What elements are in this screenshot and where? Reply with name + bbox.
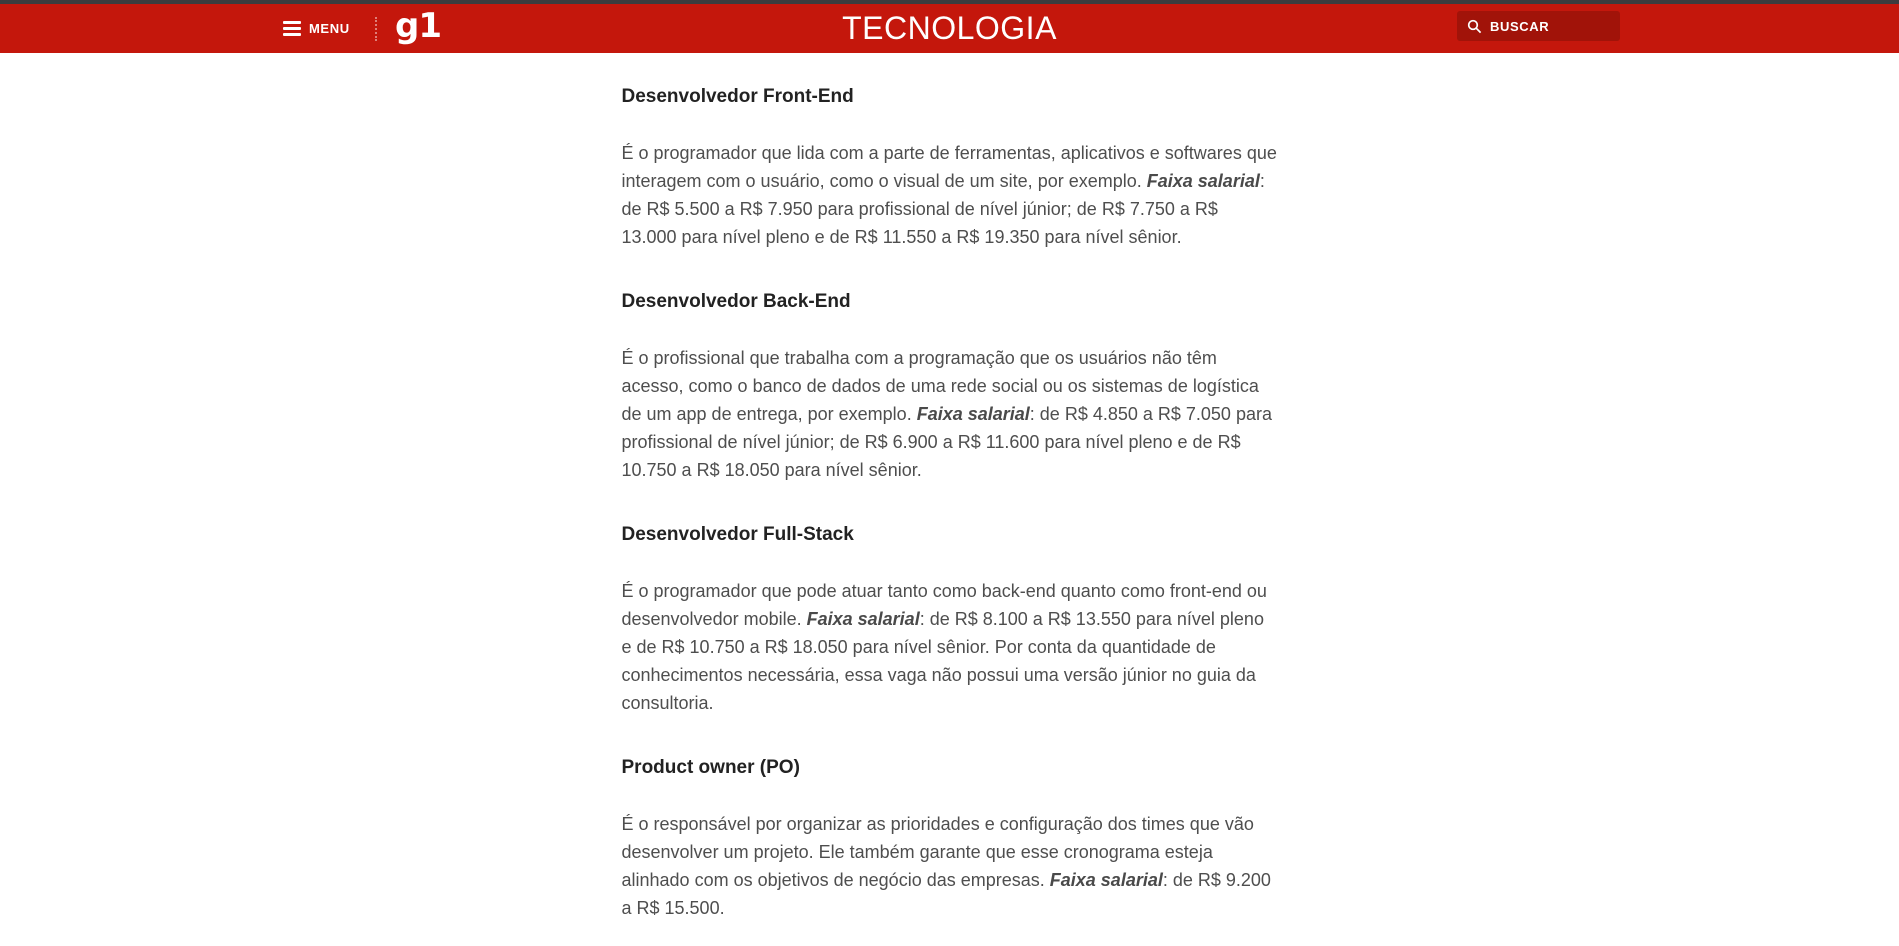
faixa-salarial-emphasis: Faixa salarial — [806, 609, 920, 629]
paragraph-text: É o responsável por organizar as prioridades e configuração dos times que vão desenvolver um projeto. Ele também garante que esse cronograma esteja alinhado com os objetivos de negócio das empresas. — [621, 814, 1254, 890]
section-title[interactable]: TECNOLOGIA — [842, 9, 1057, 46]
article-paragraph — [622, 139, 1278, 251]
article-heading: Desenvolvedor Front-End — [621, 86, 854, 107]
paragraph-text: É o programador que pode atuar tanto como back-end quanto como front-end ou desenvolvedor mobile. — [621, 581, 1267, 629]
paragraph-text: : de R$ 8.100 a R$ 13.550 para nível pleno e de R$ 10.750 a R$ 18.050 para nível sênior. Por conta da quantidade de conhecimentos necessária, essa vaga não possui uma versão júnior no guia da consultoria. — [621, 609, 1264, 713]
paragraph-text: : de R$ 9.200 a R$ 15.500. — [621, 870, 1271, 918]
paragraph-text: : de R$ 5.500 a R$ 7.950 para profissional de nível júnior; de R$ 7.750 a R$ 13.000 para nível pleno e de R$ 11.550 a R$ 19.350 para nível sênior. — [621, 171, 1265, 247]
faixa-salarial-emphasis: Faixa salarial — [916, 404, 1030, 424]
article-paragraph — [622, 344, 1278, 484]
search-icon — [1467, 19, 1482, 34]
article-paragraph — [622, 577, 1278, 717]
article-heading: Desenvolvedor Back-End — [621, 291, 851, 312]
paragraph-text: É o programador que lida com a parte de ferramentas, aplicativos e softwares que interagem com o usuário, como o visual de um site, por exemplo. — [621, 143, 1277, 191]
paragraph-text: É o profissional que trabalha com a programação que os usuários não têm acesso, como o banco de dados de uma rede social ou os sistemas de logística de um app de entrega, por exemplo. — [621, 348, 1259, 424]
article-paragraph — [622, 810, 1278, 922]
paragraph-text: : de R$ 4.850 a R$ 7.050 para profissional de nível júnior; de R$ 6.900 a R$ 11.600 para nível pleno e de R$ 10.750 a R$ 18.050 para nível sênior. — [621, 404, 1272, 480]
faixa-salarial-emphasis: Faixa salarial — [1049, 870, 1163, 890]
search-button[interactable] — [1457, 11, 1620, 41]
top-bar — [0, 4, 1899, 53]
search-label: BUSCAR — [1490, 18, 1550, 34]
article-body — [622, 53, 1278, 922]
article-heading: Product owner (PO) — [621, 757, 800, 778]
article-heading: Desenvolvedor Full-Stack — [621, 524, 854, 545]
g1-logo[interactable]: g1 — [395, 6, 441, 46]
menu-label: MENU — [309, 21, 350, 36]
faixa-salarial-emphasis: Faixa salarial — [1146, 171, 1260, 191]
